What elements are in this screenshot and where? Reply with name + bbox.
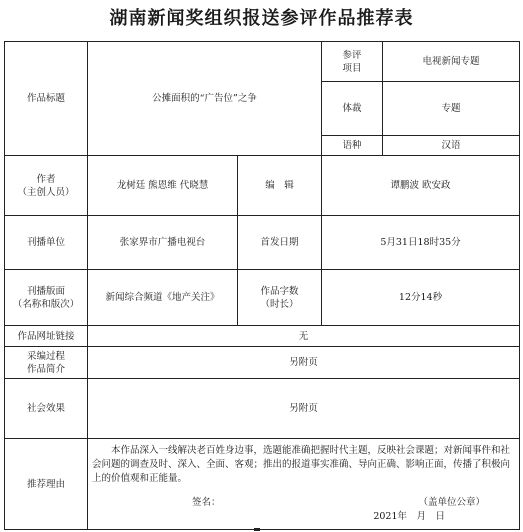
process-value: 另附页 <box>88 347 520 379</box>
first-date-label: 首发日期 <box>238 216 322 270</box>
length-value: 12分14秒 <box>322 270 520 326</box>
editor-label: 编 辑 <box>238 156 322 216</box>
recommendation-form-table <box>4 41 520 530</box>
work-title-value: 公摊面积的“广告位”之争 <box>88 42 322 156</box>
publisher-label: 刊播单位 <box>5 216 88 270</box>
length-label: 作品字数 （时长） <box>238 270 322 326</box>
category-label: 参评 项目 <box>322 42 383 82</box>
date-label: 2021年 月 日 <box>373 511 445 522</box>
reason-label: 推荐理由 <box>5 439 88 530</box>
category-value: 电视新闻专题 <box>383 42 520 82</box>
effect-value: 另附页 <box>88 379 520 439</box>
seal-label: （盖单位公章） <box>418 497 485 508</box>
first-date-value: 5月31日18时35分 <box>322 216 520 270</box>
language-label: 语种 <box>322 136 383 156</box>
editor-value: 谭鹏波 欧安政 <box>322 156 520 216</box>
process-label: 采编过程 作品简介 <box>5 347 88 379</box>
author-value: 龙树廷 熊恩维 代晓慧 <box>88 156 238 216</box>
url-label: 作品网址链接 <box>5 326 88 347</box>
page-title: 湖南新闻奖组织报送参评作品推荐表 <box>109 8 414 29</box>
language-value: 汉语 <box>383 136 520 156</box>
page-edge-mark <box>254 528 260 531</box>
reason-text: 本作品深入一线解决老百姓身边事，选题能准确把握时代主题，反映社会课题；对新闻事件和社会问题的调查及时、深入、全面、客观；推出的报道事实准确、导向正确、影响正面，传播了积极向上的价值观和正能量。 <box>92 445 511 484</box>
reason-cell <box>88 439 520 530</box>
work-title-label: 作品标题 <box>5 42 88 156</box>
sign-label: 签名： <box>192 497 221 508</box>
author-label: 作者 （主创人员） <box>5 156 88 216</box>
layout-value: 新闻综合频道《地产关注》 <box>88 270 238 326</box>
url-value: 无 <box>88 326 520 347</box>
genre-label: 体裁 <box>322 82 383 136</box>
layout-label: 刊播版面 （名称和版次） <box>5 270 88 326</box>
genre-value: 专题 <box>383 82 520 136</box>
effect-label: 社会效果 <box>5 379 88 439</box>
publisher-value: 张家界市广播电视台 <box>88 216 238 270</box>
